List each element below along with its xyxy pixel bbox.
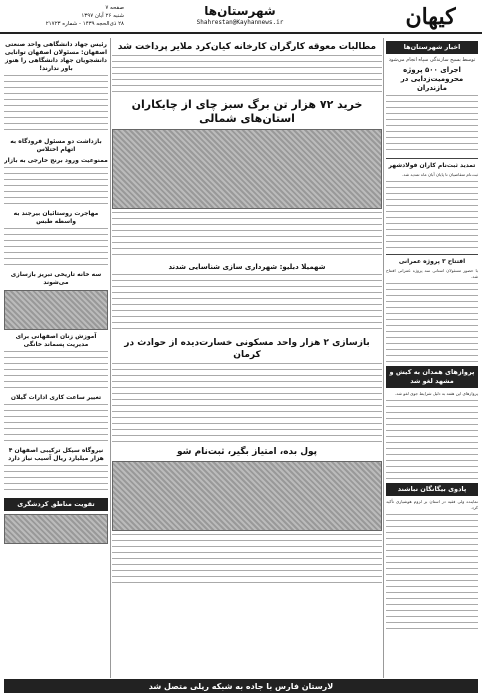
right-column: اخبار شهرستان‌ها توسط بسیج سازندگی سپاه انجام می‌شود اجرای ۵۰۰ پروژه محرومیت‌زدایی در مازندران تمدید ثبت‌نام کاران فولادشهر ثبت‌نام متقاضیان تا پایان آبان ماه تمدید شد. افتتاح ۳ پروژه عمرانی با حضور مسئولان استانی سه پروژه عمرانی افتتاح شد. پروازهای همدان به کیش و مشهد لغو شد پروازهای این هفته به دلیل شرایط جوی لغو شد. پادوی بیگانگان نباشند نماینده ولی فقیه در استان بر لزوم هوشیاری تأکید کرد.	[386, 38, 478, 678]
article-headline[interactable]: اجرای ۵۰۰ پروژه محرومیت‌زدایی در مازندران	[400, 66, 464, 92]
section-box: اخبار شهرستان‌ها	[386, 41, 478, 54]
footer-banner[interactable]: لارستان فارس با جاده به شبکه ریلی متصل شد	[4, 679, 478, 693]
left-column: رئیس جهاد دانشگاهی واحد صنعتی اصفهان: مسئولان اصفهان توانایی دانشجویان جهاد دانشگاهی را هنوز باور ندارند! بازداشت دو مسئول فرودگاه به اتهام اختلاس ممنوعیت ورود برنج خارجی به بازار مهاجرت روستائیان بیرجند به واسطه طبس سه خانه تاریخی تبریز بازسازی می‌شوند آموزش زنان اصفهانی برای مدیریت پسماند خانگی تغییر ساعت کاری ادارات گیلان نیروگاه سیکل ترکیبی اصفهان ۴ هزار میلیارد ریال آسیب نیاز دارد تقویت مناطق کردشگری	[4, 38, 108, 678]
tea-photo	[112, 129, 382, 209]
newspaper-logo: کیهان	[405, 4, 456, 30]
classroom-photo	[112, 461, 382, 531]
column-divider	[110, 38, 111, 678]
bottom-photo	[4, 514, 108, 544]
article-headline[interactable]: بازسازی ۲ هزار واحد مسکونی خسارت‌دیده از حوادث در کرمان	[124, 338, 370, 360]
article-headline[interactable]: پروازهای همدان به کیش و مشهد لغو شد	[386, 366, 478, 388]
masthead	[0, 0, 482, 34]
middle-column	[112, 38, 382, 678]
issue-info: صفحه ۷ شنبه ۲۶ آبان ۱۳۹۷ ۲۸ ذی‌الحجه ۱۴۳۹ - شماره ۲۱۷۲۳	[45, 5, 124, 27]
article-headline[interactable]: پادوی بیگانگان نباشند	[386, 483, 478, 496]
column-divider	[383, 38, 384, 678]
house-photo	[4, 290, 108, 330]
article-headline[interactable]: پول بده، امتیاز بگیر، ثبت‌نام شو	[176, 447, 318, 457]
feature-headline[interactable]: خرید ۷۲ هزار تن برگ سبز چای از چایکاران استان‌های شمالی	[131, 98, 363, 125]
section-url[interactable]: Shahrestan@Kayhannews.ir	[196, 19, 284, 26]
section-title: شهرستان‌ها	[204, 4, 276, 18]
lead-headline[interactable]: مطالبات معوقه کارگران کارخانه کیان‌کرد ملایر پرداخت شد	[117, 42, 377, 52]
article-headline[interactable]: شهمیلا دبلیو: شهرداری سازی شناسایی شدند	[168, 263, 326, 271]
